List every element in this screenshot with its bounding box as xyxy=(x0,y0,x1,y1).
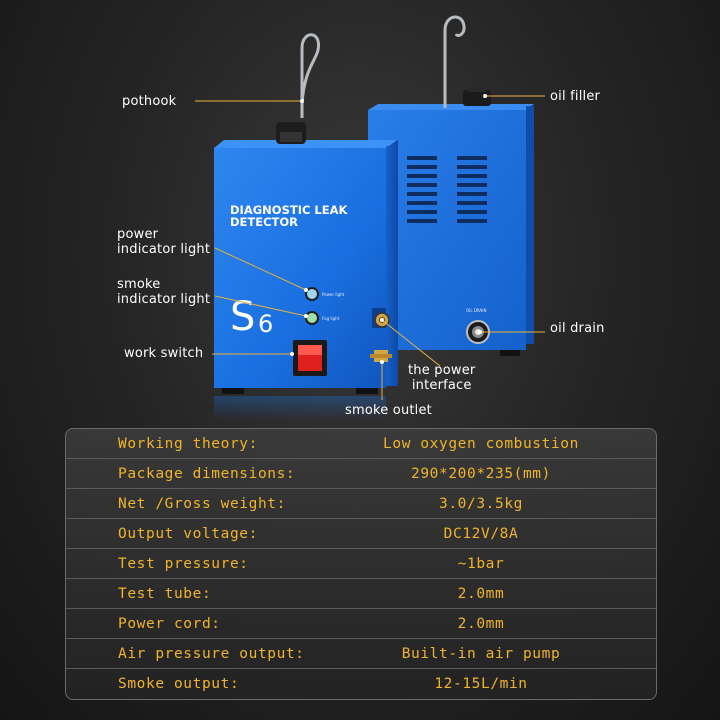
callout-oil-filler: oil filler xyxy=(550,89,601,104)
spec-row xyxy=(66,459,656,489)
smoke-indicator-light xyxy=(306,312,318,324)
callout-smoke-indicator-light: smoke indicator light xyxy=(117,277,211,307)
front-label-line1: DIAGNOSTIC LEAK xyxy=(230,203,348,217)
oil-drain-panel-label: OIL DRAIN xyxy=(466,308,487,313)
spec-row xyxy=(66,429,656,459)
spec-label: Working theory: xyxy=(118,435,258,452)
front-label-line2: DETECTOR xyxy=(230,215,299,229)
spec-row xyxy=(66,609,656,639)
callout-power-indicator-light: power indicator light xyxy=(117,227,211,257)
spec-value: Low oxygen combustion xyxy=(383,435,579,452)
panel-fog-light: Fog light xyxy=(322,316,340,321)
spec-label: Air pressure output: xyxy=(118,645,305,662)
callout-pothook: pothook xyxy=(122,94,177,109)
spec-row xyxy=(66,639,656,669)
model-letter: S xyxy=(230,294,256,340)
front-unit xyxy=(214,122,398,420)
spec-row xyxy=(66,549,656,579)
spec-label: Smoke output: xyxy=(118,676,240,692)
spec-label: Test tube: xyxy=(118,585,212,602)
spec-label: Net /Gross weight: xyxy=(118,495,286,512)
front-pothook xyxy=(302,35,319,118)
spec-value: 2.0mm xyxy=(457,615,505,632)
spec-row xyxy=(66,579,656,609)
spec-value: 2.0mm xyxy=(457,585,505,602)
spec-value: Built-in air pump xyxy=(401,645,561,662)
oil-filler-cap xyxy=(463,84,491,106)
spec-value: 290*200*235(mm) xyxy=(411,465,551,482)
spec-value: 3.0/3.5kg xyxy=(439,495,523,512)
callout-oil-drain: oil drain xyxy=(550,321,605,336)
spec-label: Test pressure: xyxy=(118,555,249,572)
callout-work-switch: work switch xyxy=(124,346,204,361)
callout-smoke-outlet: smoke outlet xyxy=(345,403,432,418)
panel-power-light: Power light xyxy=(322,292,345,297)
spec-row xyxy=(66,489,656,519)
work-switch xyxy=(293,340,327,376)
rear-pothook xyxy=(445,17,464,108)
model-number: 6 xyxy=(258,310,274,338)
spec-row xyxy=(66,519,656,549)
front-top-cap xyxy=(276,122,306,144)
spec-value: DC12V/8A xyxy=(443,525,519,542)
spec-label: Package dimensions: xyxy=(118,465,296,482)
spec-label: Output voltage: xyxy=(118,525,258,542)
spec-table xyxy=(65,428,657,700)
callout-power-interface: the power interface xyxy=(408,363,476,393)
spec-row xyxy=(66,669,656,699)
spec-value: 12-15L/min xyxy=(434,676,528,692)
spec-value: ~1bar xyxy=(457,555,505,572)
spec-label: Power cord: xyxy=(118,615,221,632)
